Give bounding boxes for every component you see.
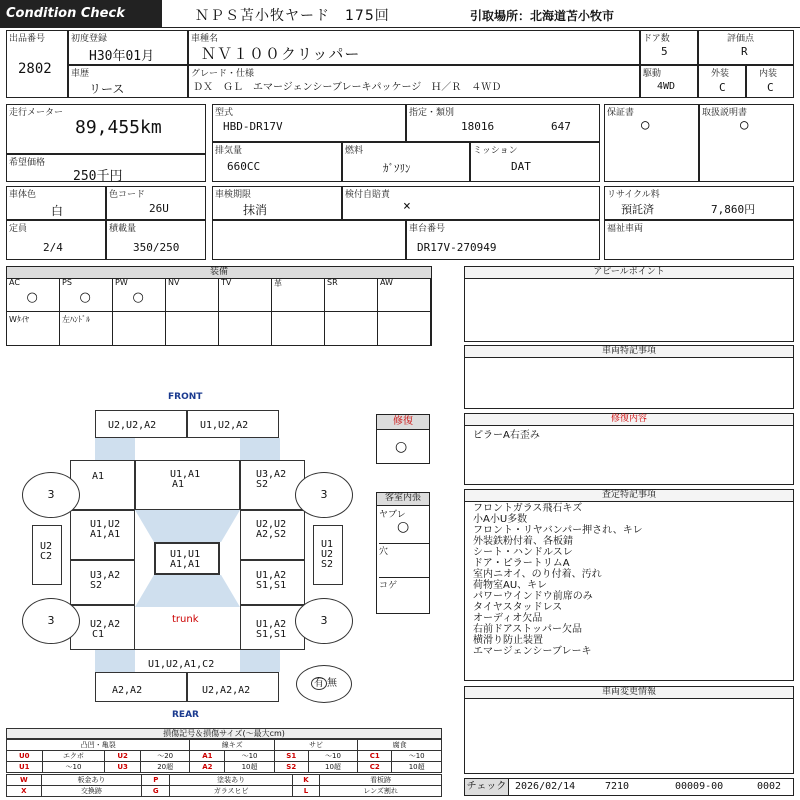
tire-front-right: [295, 472, 353, 518]
rear-door-left-damage-1: U3,A2: [90, 570, 121, 581]
exterior-box: [698, 65, 746, 98]
rear-door-left-damage-2: S2: [90, 580, 103, 591]
rear-door-right-damage-2: S1,S1: [256, 580, 287, 591]
inspection-notes-panel: [464, 489, 794, 681]
fender-right-damage-2: S2: [256, 479, 269, 490]
model-value: ＮＶ１００クリッパー: [201, 45, 361, 63]
recycle-box: [604, 186, 794, 220]
chassis-value: DR17V-270949: [417, 241, 497, 254]
equipment-cell-8: [378, 278, 431, 312]
designation-box: [406, 104, 600, 142]
appeal-panel: [464, 266, 794, 342]
legend-x: X: [7, 786, 42, 797]
front-door-right-damage-1: U2,U2: [256, 519, 287, 530]
equipment-cell-7: [325, 278, 378, 312]
exterior-value: C: [719, 81, 726, 94]
hood-damage-1: U1,A1: [170, 469, 201, 480]
legend-h4: 腐食: [358, 740, 442, 751]
load-value: 350/250: [133, 241, 180, 254]
fender-left-damage: A1: [92, 471, 105, 482]
interior-label: 内装: [759, 69, 778, 79]
rear-door-left: [70, 560, 135, 605]
inspection-label: 車検期限: [215, 190, 252, 200]
score-box: [698, 30, 794, 65]
fuel-label: 燃料: [345, 146, 364, 156]
equipment-cell-row2-6: [272, 312, 325, 345]
legend-c2: C2: [358, 762, 392, 773]
quarter-left-damage-2: C1: [92, 629, 105, 640]
color-box: [6, 186, 106, 220]
legend-pv: 塗装あり: [170, 775, 292, 786]
legend-u1: U1: [7, 762, 43, 773]
hood-panel: [135, 460, 240, 510]
mission-value: DAT: [511, 160, 531, 173]
equipment-label: TV: [221, 278, 232, 287]
fender-left-panel: [70, 460, 135, 510]
recycle-status: 預託済: [621, 203, 654, 216]
legend-u0v: エクボ: [42, 751, 105, 762]
doors-label: ドア数: [643, 34, 670, 44]
side-right-damage-2: U2: [321, 549, 334, 560]
legend-s1v: ～10: [308, 751, 358, 762]
chassis-box: [406, 220, 600, 260]
desired-price-box: [6, 154, 206, 182]
inspection-note-item: ドア・ピラートリムA: [473, 558, 570, 569]
recycle-label: リサイクル料: [607, 190, 660, 200]
tire-rear-right-value: 3: [320, 614, 328, 627]
legend-s2: S2: [274, 762, 308, 773]
inspection-note-item: 室内ニオイ、のり付着、汚れ: [473, 569, 602, 580]
score-value: R: [741, 45, 748, 58]
change-info-panel: [464, 686, 794, 774]
check-label: チェック: [465, 779, 509, 795]
equipment-label: SR: [327, 278, 338, 287]
equipment-title: 装備: [7, 267, 431, 279]
legend-p: P: [142, 775, 170, 786]
color-code-label: 色コード: [109, 190, 146, 200]
first-reg-label: 初度登録: [71, 34, 108, 44]
type-label: 型式: [215, 108, 234, 118]
equipment-label: PW: [115, 278, 128, 287]
check-date: 2026/02/14: [515, 781, 576, 792]
interior-lining-title: 客室内張: [377, 493, 429, 506]
equipment-panel: [6, 266, 432, 346]
legend-c1: C1: [358, 751, 392, 762]
legend-kv: 看板跡: [320, 775, 442, 786]
inspection-note-item: フロント・リヤバンパー押され、キレ: [473, 525, 643, 536]
legend-c2v: 10超: [392, 762, 442, 773]
lot-value: 2802: [18, 61, 52, 77]
equipment-cell-3: [113, 278, 166, 312]
displacement-value: 660CC: [227, 160, 261, 173]
legend-wv: 板金あり: [41, 775, 141, 786]
displacement-label: 排気量: [215, 146, 243, 156]
tire-rear-right: [295, 598, 353, 644]
front-door-left-damage-2: A1,A1: [90, 529, 121, 540]
legend-xv: 交換跡: [41, 786, 141, 797]
legend-u3v: 20超: [140, 762, 190, 773]
repair-text: ピラーA右歪み: [473, 430, 540, 441]
doors-value: 5: [661, 45, 668, 58]
change-info-title: 車両変更情報: [465, 687, 793, 699]
rear-label: REAR: [172, 710, 199, 720]
grade-label: グレード・仕様: [191, 69, 255, 79]
mileage-box: [6, 104, 206, 154]
appeal-title: アピールポイント: [465, 267, 793, 279]
roof-damage-2: A1,A1: [170, 559, 201, 570]
manual-label: 取扱説明書: [702, 108, 748, 118]
first-reg-value: H30年01月: [89, 49, 155, 64]
capacity-box: [6, 220, 106, 260]
legend-table-2: [6, 774, 442, 797]
fuel-box: [342, 142, 470, 182]
load-label: 積載量: [109, 224, 137, 234]
equipment-cell-5: [219, 278, 272, 312]
legend-a2v: 10超: [225, 762, 275, 773]
equipment-cell-row2-2: [60, 312, 113, 345]
welfare-box: [604, 220, 794, 260]
legend-a1v: ～10: [225, 751, 275, 762]
chassis-label: 車台番号: [409, 224, 446, 234]
rear-bumper-right-damage: U2,A2,A2: [202, 685, 251, 696]
vehicle-notes-title: 車両特記事項: [465, 346, 793, 358]
equipment-grid: [7, 278, 431, 345]
legend-u2: U2: [105, 751, 141, 762]
inspection-note-item: 右前ドアストッパー欠品: [473, 624, 582, 635]
auction-name: ＮＰＳ苫小牧ヤード 175回: [195, 8, 390, 24]
equipment-value: ○: [79, 290, 91, 305]
blank-box-a: [212, 220, 406, 260]
designation-value: 18016: [461, 120, 495, 133]
legend-table: [6, 739, 442, 773]
tire-front-left-value: 3: [47, 488, 55, 501]
type-box: [212, 104, 406, 142]
legend-h3: サビ: [274, 740, 357, 751]
vehicle-notes-panel: [464, 345, 794, 409]
manual-value: ○: [740, 117, 749, 133]
front-bumper-left-damage: U2,U2,A2: [108, 420, 157, 431]
equipment-cell-1: [7, 278, 60, 312]
inspection-note-item: タイヤスタッドレス: [473, 602, 563, 613]
spare-yes: 有: [311, 677, 327, 690]
spare-tire: [296, 665, 352, 703]
equipment-row2-label: 左ﾊﾝﾄﾞﾙ: [62, 315, 90, 324]
front-label: FRONT: [168, 392, 203, 402]
load-box: [106, 220, 206, 260]
inspection-note-item: シート・ハンドルスレ: [473, 547, 573, 558]
repair-badge-title: 修復: [377, 415, 429, 430]
inspection-note-item: 荷物室AU、キレ: [473, 580, 548, 591]
equipment-cell-row2-3: [113, 312, 166, 345]
inspection-value: 抹消: [243, 203, 268, 217]
legend-c1v: ～10: [392, 751, 442, 762]
pickup-value: 北海道苫小牧市: [530, 9, 615, 23]
equipment-cell-row2-7: [325, 312, 378, 345]
warranty-box: [604, 104, 699, 182]
legend-u1v: ～10: [42, 762, 105, 773]
legend-lv: レンズ割れ: [320, 786, 442, 797]
ana-label: 穴: [379, 543, 429, 557]
fender-right-damage-1: U3,A2: [256, 469, 287, 480]
quarter-left-damage-1: U2,A2: [90, 619, 121, 630]
score-label: 評価点: [727, 34, 755, 44]
capacity-value: 2/4: [43, 241, 63, 254]
yabure-label: ヤブレ: [379, 510, 406, 520]
history-box: [68, 65, 188, 98]
tire-rear-left: [22, 598, 80, 644]
mileage-label: 走行メーター: [9, 108, 64, 118]
trunk-label: trunk: [172, 614, 199, 625]
side-right-damage-3: S2: [321, 559, 334, 570]
equipment-cell-row2-5: [219, 312, 272, 345]
legend-gv: ガラスヒビ: [170, 786, 292, 797]
model-box: [188, 30, 640, 65]
header-bar: [0, 0, 800, 28]
rear-glass-right: [240, 650, 280, 672]
front-bumper-right-damage: U1,U2,A2: [200, 420, 249, 431]
legend-l: L: [292, 786, 319, 797]
first-reg-box: [68, 30, 188, 65]
welfare-label: 福祉車両: [607, 224, 644, 234]
check-code: 7210: [605, 781, 630, 792]
exterior-label: 外装: [711, 69, 730, 79]
auto-tax-label: 検付自賠責: [345, 190, 391, 200]
lot-label: 出品番号: [9, 34, 46, 44]
check-row: [464, 778, 794, 796]
legend-s1: S1: [274, 751, 308, 762]
quarter-right-damage-1: U1,A2: [256, 619, 287, 630]
legend-h2: 線キズ: [190, 740, 274, 751]
rear-panel-damage: U1,U2,A1,C2: [148, 659, 215, 670]
equipment-cell-6: [272, 278, 325, 312]
interior-box: [746, 65, 794, 98]
rear-bumper-left-damage: A2,A2: [112, 685, 143, 696]
interior-lining-badge: [376, 492, 430, 614]
yabure-value: ○: [397, 519, 410, 535]
color-value: 白: [51, 204, 64, 218]
equipment-label: PS: [62, 278, 72, 287]
legend-g: G: [142, 786, 170, 797]
condition-check-title: Condition Check: [0, 0, 162, 28]
mileage-value: 89,455km: [75, 117, 162, 138]
rear-door-right-damage-1: U1,A2: [256, 570, 287, 581]
inspection-notes-list: [473, 503, 643, 657]
warranty-label: 保証書: [607, 108, 635, 118]
equipment-cell-row2-1: [7, 312, 60, 345]
doors-box: [640, 30, 698, 65]
koge-label: コゲ: [379, 577, 429, 591]
side-right-damage-1: U1: [321, 539, 334, 550]
grade-box: [188, 65, 640, 98]
car-diagram: [0, 380, 370, 725]
tire-front-right-value: 3: [320, 488, 328, 501]
auto-tax-box: [342, 186, 600, 220]
tire-front-left: [22, 472, 80, 518]
legend-u0: U0: [7, 751, 43, 762]
equipment-cell-row2-8: [378, 312, 431, 345]
recycle-value: 7,860円: [711, 203, 756, 216]
equipment-label: AW: [380, 278, 393, 287]
equipment-value: ○: [26, 290, 38, 305]
legend-h1: 凸凹・亀裂: [7, 740, 190, 751]
repair-panel: [464, 413, 794, 485]
history-value: リース: [89, 82, 125, 96]
manual-box: [699, 104, 794, 182]
pickup-location: [470, 7, 614, 24]
history-label: 車歴: [71, 69, 90, 79]
color-code-value: 26U: [149, 202, 169, 215]
pickup-label: 引取場所：: [470, 9, 531, 23]
legend-u3: U3: [105, 762, 141, 773]
grade-value: ＤＸ ＧＬ エマージェンシーブレーキパッケージ Ｈ／Ｒ ４ＷＤ: [193, 82, 502, 93]
auto-tax-value: ×: [403, 199, 411, 214]
tire-rear-left-value: 3: [47, 614, 55, 627]
class-value: 647: [551, 120, 571, 133]
equipment-label: NV: [168, 278, 180, 287]
equipment-label: AC: [9, 278, 20, 287]
side-left-damage-1: U2: [40, 541, 53, 552]
color-label: 車体色: [9, 190, 37, 200]
interior-value: C: [767, 81, 774, 94]
capacity-label: 定員: [9, 224, 28, 234]
lot-number-box: [6, 30, 68, 98]
repair-badge-value: ○: [395, 439, 408, 455]
desired-price-label: 希望価格: [9, 158, 46, 168]
desired-price-value: 250千円: [73, 169, 123, 184]
mission-box: [470, 142, 600, 182]
equipment-cell-row2-4: [166, 312, 219, 345]
fender-right-panel: [240, 460, 305, 510]
repair-badge: [376, 414, 430, 464]
type-value: HBD-DR17V: [223, 120, 283, 133]
inspection-notes-title: 査定特記事項: [465, 490, 793, 502]
inspection-box: [212, 186, 342, 220]
spare-no: 無: [327, 678, 337, 689]
drive-value: 4WD: [657, 81, 676, 92]
equipment-label: 革: [274, 279, 282, 288]
model-label: 車種名: [191, 34, 219, 44]
check-num1: 00009-00: [675, 781, 724, 792]
inspection-note-item: 横滑り防止装置: [473, 635, 543, 646]
roof-damage-1: U1,U1: [170, 549, 201, 560]
mission-label: ミッション: [473, 146, 518, 156]
front-door-left-damage-1: U1,U2: [90, 519, 121, 530]
displacement-box: [212, 142, 342, 182]
legend-s2v: 10超: [308, 762, 358, 773]
hood-damage-2: A1: [172, 479, 185, 490]
drive-label: 駆動: [643, 69, 662, 79]
front-glass-left: [95, 438, 135, 460]
check-num2: 0002: [757, 781, 782, 792]
inspection-note-item: 外装鉄粉付着、各板錆: [473, 536, 573, 547]
legend-title: 損傷記号＆損傷サイズ(～最大cm): [6, 728, 442, 739]
legend-k: K: [292, 775, 319, 786]
equipment-value: ○: [132, 290, 144, 305]
legend-a1: A1: [190, 751, 225, 762]
equipment-cell-4: [166, 278, 219, 312]
rear-glass-left: [95, 650, 135, 672]
repair-title: 修復内容: [465, 414, 793, 426]
drive-box: [640, 65, 698, 98]
inspection-note-item: エマージェンシーブレーキ: [473, 646, 592, 657]
equipment-row2-label: Wﾀｲﾔ: [9, 315, 29, 324]
color-code-box: [106, 186, 206, 220]
fuel-value: ｶﾞｿﾘﾝ: [383, 162, 411, 175]
front-glass-right: [240, 438, 280, 460]
inspection-note-item: 小A小U多数: [473, 514, 528, 525]
legend-a2: A2: [190, 762, 225, 773]
designation-label: 指定・類別: [409, 108, 455, 118]
inspection-note-item: パワーウインドウ前席のみ: [473, 591, 593, 602]
legend-u2v: ～20: [140, 751, 190, 762]
inspection-note-item: フロントガラス飛石キズ: [473, 503, 583, 514]
front-door-right-damage-2: A2,S2: [256, 529, 287, 540]
inspection-note-item: オーディオ欠品: [473, 613, 543, 624]
side-left-damage-2: C2: [40, 551, 53, 562]
warranty-value: ○: [641, 117, 650, 133]
legend-w: W: [7, 775, 42, 786]
quarter-right-damage-2: S1,S1: [256, 629, 287, 640]
equipment-cell-2: [60, 278, 113, 312]
